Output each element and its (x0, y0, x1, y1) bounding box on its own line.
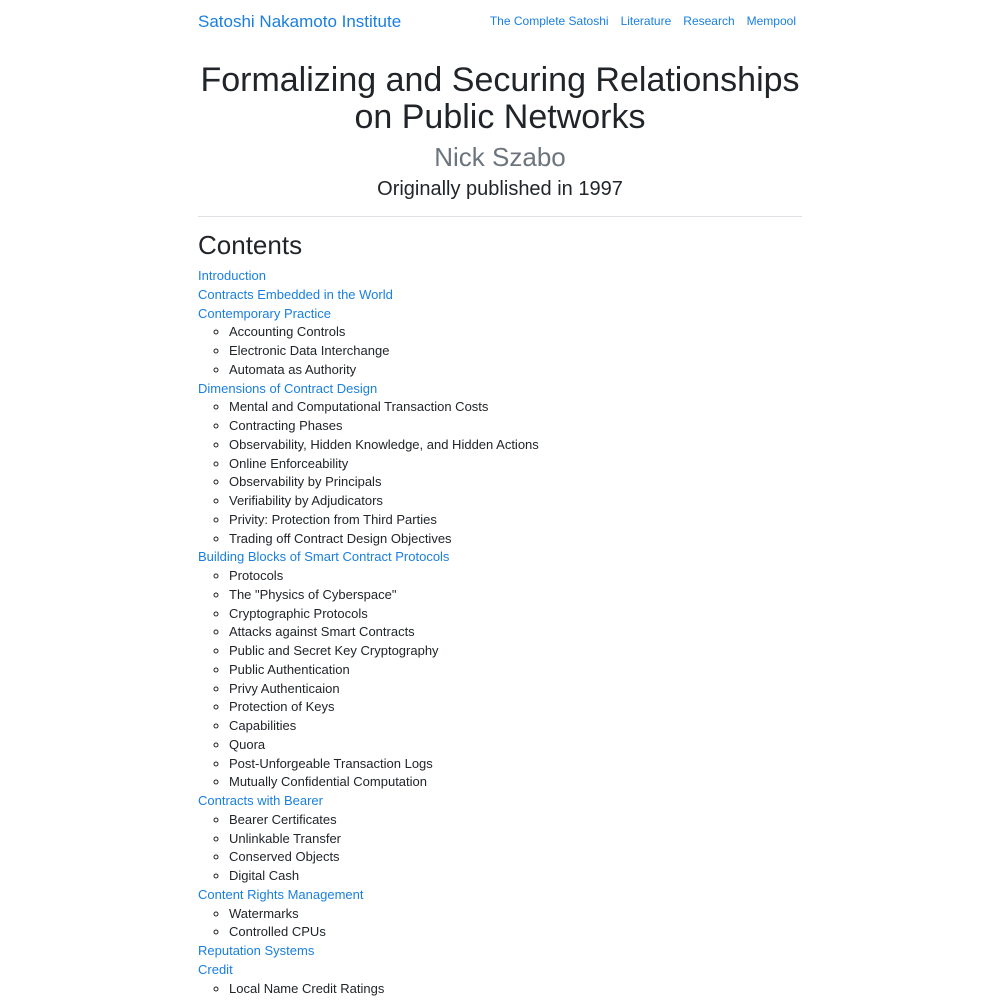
nav-links (490, 13, 796, 29)
navbar (198, 0, 802, 44)
toc-subsection-item: ◦ Capabilities (229, 717, 802, 736)
toc-subsection-item: ◦ Accounting Controls (229, 323, 802, 342)
toc-subsection-item: ◦ Trading off Contract Design Objectives (229, 530, 802, 549)
toc-section (198, 548, 802, 792)
toc-subsection-item: ◦ Privity: Protection from Third Parties (229, 511, 802, 530)
toc-subsection-item: ◦ Digital Cash (229, 867, 802, 886)
toc-section-link[interactable]: Building Blocks of Smart Contract Protocols (198, 549, 450, 565)
toc-subsection-list (198, 323, 802, 379)
toc-subsection-list (198, 980, 802, 999)
toc-subsection-item: ◦ Public Authentication (229, 661, 802, 680)
toc-section (198, 305, 802, 380)
divider (198, 216, 802, 217)
toc-subsection-item: ◦ Bearer Certificates (229, 811, 802, 830)
toc-section (198, 286, 802, 305)
nav-link-mempool[interactable]: Mempool (746, 14, 796, 28)
toc-subsection-item: ◦ Public and Secret Key Cryptography (229, 642, 802, 661)
toc-subsection-list (198, 905, 802, 943)
toc-section-link[interactable]: Credit (198, 961, 233, 977)
toc-section-link[interactable]: Contemporary Practice (198, 305, 331, 321)
toc-subsection-item: ◦ Electronic Data Interchange (229, 342, 802, 361)
page-title: Formalizing and Securing Relationships on Public Networks (200, 61, 800, 136)
toc-subsection-list (198, 398, 802, 548)
toc-section-link[interactable]: Contracts Embedded in the World (198, 286, 393, 302)
toc-subsection-item: ◦ Privy Authenticaion (229, 680, 802, 699)
toc-subsection-item: ◦ Cryptographic Protocols (229, 605, 802, 624)
toc-subsection-item: ◦ Mental and Computational Transaction Costs (229, 398, 802, 417)
publication-date: Originally published in 1997 (377, 178, 623, 200)
toc-subsection-item: ◦ Observability by Principals (229, 473, 802, 492)
toc-subsection-item: ◦ Attacks against Smart Contracts (229, 623, 802, 642)
toc-subsection-item: ◦ The "Physics of Cyberspace" (229, 586, 802, 605)
toc-section-link[interactable]: Introduction (198, 268, 266, 283)
author-name: Nick Szabo (434, 142, 566, 172)
toc-subsection-item: ◦ Protocols (229, 567, 802, 586)
brand-link[interactable]: Satoshi Nakamoto Institute (198, 12, 402, 31)
contents-heading: Contents (198, 230, 303, 260)
nav-link-research[interactable]: Research (683, 14, 735, 28)
toc-subsection-item: ◦ Conserved Objects (229, 848, 802, 867)
toc-subsection-item: ◦ Mutually Confidential Computation (229, 773, 802, 792)
page-container (198, 0, 802, 998)
toc-subsection-list (198, 811, 802, 886)
toc-subsection-item: ◦ Quora (229, 736, 802, 755)
article-header (198, 62, 802, 204)
toc-section (198, 961, 802, 999)
toc-subsection-item: ◦ Local Name Credit Ratings (229, 980, 802, 999)
toc-section-link[interactable]: Contracts with Bearer (198, 793, 323, 808)
toc-section (198, 886, 802, 942)
toc-section-link[interactable]: Reputation Systems (198, 943, 315, 958)
toc-subsection-item: ◦ Post-Unforgeable Transaction Logs (229, 755, 802, 774)
toc-subsection-item: ◦ Unlinkable Transfer (229, 830, 802, 849)
toc-section-link[interactable]: Dimensions of Contract Design (198, 380, 378, 396)
toc-subsection-list (198, 567, 802, 792)
toc-section-link[interactable]: Content Rights Management (198, 886, 364, 902)
toc-subsection-item: ◦ Online Enforceability (229, 455, 802, 474)
toc-subsection-item: ◦ Automata as Authority (229, 361, 802, 380)
nav-link-literature[interactable]: Literature (620, 14, 672, 28)
toc-subsection-item: ◦ Protection of Keys (229, 698, 802, 717)
toc-subsection-item: ◦ Watermarks (229, 905, 802, 924)
toc-section (198, 380, 802, 549)
table-of-contents (198, 267, 802, 998)
toc-subsection-item: ◦ Contracting Phases (229, 417, 802, 436)
toc-section (198, 942, 802, 961)
toc-section (198, 267, 802, 286)
toc-section (198, 792, 802, 886)
toc-subsection-item: ◦ Controlled CPUs (229, 923, 802, 942)
nav-link-complete-satoshi[interactable]: The Complete Satoshi (489, 14, 609, 28)
toc-subsection-item: ◦ Observability, Hidden Knowledge, and Hidden Actions (229, 436, 802, 455)
toc-subsection-item: ◦ Verifiability by Adjudicators (229, 492, 802, 511)
